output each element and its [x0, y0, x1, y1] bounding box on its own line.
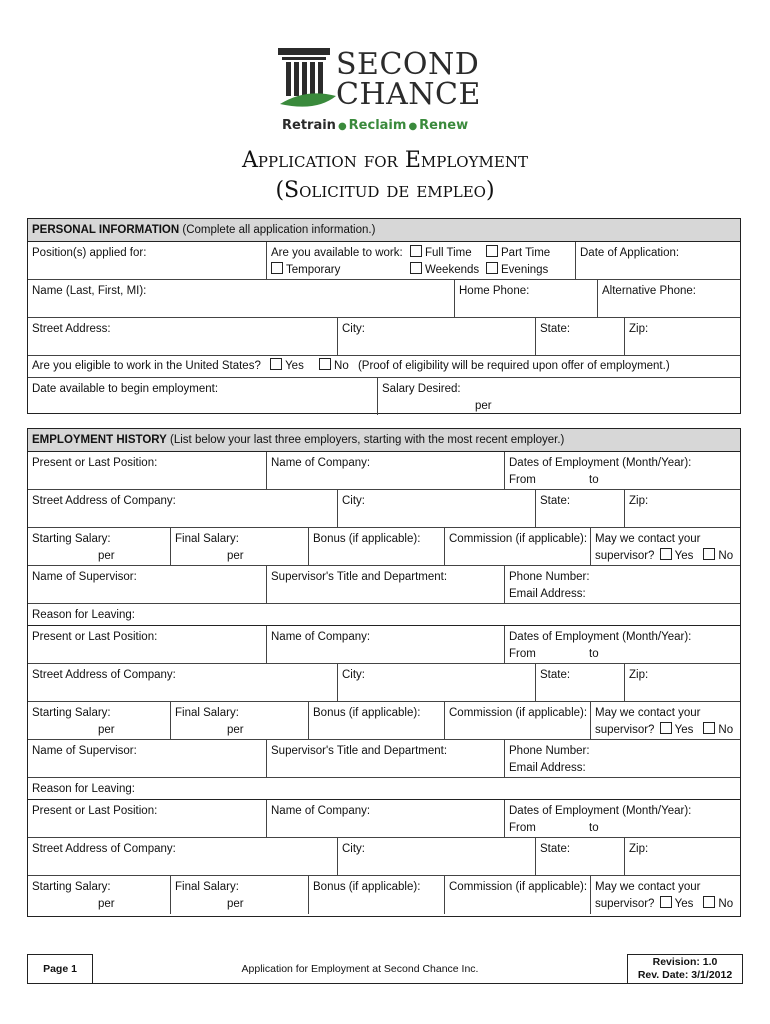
- final-salary-field[interactable]: [170, 876, 308, 914]
- company-field[interactable]: [266, 452, 504, 489]
- reason-field[interactable]: [28, 604, 742, 625]
- supervisor-label: Name of Supervisor:: [32, 745, 137, 757]
- company-label: Name of Company:: [271, 631, 371, 643]
- contact-no-checkbox[interactable]: [703, 896, 715, 908]
- company-street-label: Street Address of Company:: [32, 495, 176, 507]
- personal-heading-note: (Complete all application information.): [182, 224, 376, 236]
- company-state-label: State:: [540, 843, 571, 855]
- dates-label: Dates of Employment (Month/Year):: [509, 805, 692, 817]
- date-available-field[interactable]: [28, 378, 377, 415]
- contact-label: May we contact your: [595, 533, 701, 545]
- company-city-label: City:: [342, 495, 365, 507]
- column-leaf-icon: [276, 46, 338, 118]
- commission-field[interactable]: [444, 876, 590, 914]
- footer-title: Application for Employment at Second Chance Inc.: [93, 954, 627, 984]
- from-label: From: [509, 474, 536, 486]
- tagline-retrain: Retrain: [282, 118, 336, 133]
- company-zip-label: Zip:: [629, 843, 649, 855]
- company-street-label: Street Address of Company:: [32, 843, 176, 855]
- company-zip-field[interactable]: [624, 838, 742, 875]
- contact-no-checkbox[interactable]: [703, 548, 715, 560]
- final-salary-label: Final Salary:: [175, 881, 239, 893]
- company-street-label: Street Address of Company:: [32, 669, 176, 681]
- personal-heading-row: [28, 219, 740, 242]
- position-field[interactable]: [28, 800, 266, 837]
- second-chance-logo: [270, 40, 500, 140]
- company-zip-field[interactable]: [624, 490, 742, 527]
- supervisor-field[interactable]: [28, 740, 266, 777]
- name-field[interactable]: [28, 280, 454, 317]
- form-subtitle: (Solicitud de empleo): [275, 178, 495, 203]
- street-address-field[interactable]: [28, 318, 337, 355]
- zip-field[interactable]: [624, 318, 742, 355]
- state-label: State:: [540, 323, 571, 335]
- starting-per-label: per: [98, 724, 115, 736]
- tagline-renew: Renew: [419, 118, 469, 133]
- employment-heading-row: [28, 429, 740, 452]
- reason-label: Reason for Leaving:: [32, 783, 135, 795]
- final-salary-field[interactable]: [170, 702, 308, 739]
- to-label: to: [589, 474, 599, 486]
- contact-label: May we contact your: [595, 881, 701, 893]
- phone-email-field[interactable]: [504, 566, 742, 603]
- dates-field[interactable]: [504, 626, 742, 663]
- logo-word-chance: CHANCE: [336, 77, 481, 112]
- reason-field[interactable]: [28, 778, 742, 799]
- dates-label: Dates of Employment (Month/Year):: [509, 631, 692, 643]
- to-label: to: [589, 822, 599, 834]
- bonus-label: Bonus (if applicable):: [313, 881, 421, 893]
- page-footer: [27, 954, 743, 984]
- contact-no-label: No: [718, 550, 734, 562]
- city-label: City:: [342, 323, 365, 335]
- employer-block-3: [28, 800, 740, 914]
- evenings-checkbox[interactable]: [486, 262, 498, 274]
- company-city-field[interactable]: [337, 490, 535, 527]
- city-field[interactable]: [337, 318, 535, 355]
- full-time-checkbox[interactable]: [410, 245, 422, 257]
- bonus-field[interactable]: [308, 876, 444, 914]
- bonus-field[interactable]: [308, 702, 444, 739]
- form-title: Application for Employment: [242, 148, 528, 173]
- positions-field[interactable]: [28, 242, 266, 279]
- dates-field[interactable]: [504, 452, 742, 489]
- company-city-label: City:: [342, 843, 365, 855]
- commission-label: Commission (if applicable):: [449, 881, 588, 893]
- part-time-checkbox[interactable]: [486, 245, 498, 257]
- part-time-label: Part Time: [501, 247, 551, 259]
- company-zip-label: Zip:: [629, 495, 649, 507]
- state-field[interactable]: [535, 318, 624, 355]
- contact-no-label: No: [718, 724, 734, 736]
- availability-field: [266, 242, 575, 279]
- revision-date: Rev. Date: 3/1/2012: [637, 969, 733, 981]
- starting-salary-field[interactable]: [28, 876, 170, 914]
- logo-tagline: [282, 118, 468, 133]
- reason-label: Reason for Leaving:: [32, 609, 135, 621]
- company-state-field[interactable]: [535, 664, 624, 701]
- positions-label: Position(s) applied for:: [32, 247, 147, 259]
- starting-per-label: per: [98, 550, 115, 562]
- zip-label: Zip:: [629, 323, 649, 335]
- temporary-label: Temporary: [286, 264, 341, 276]
- supervisor-title-field[interactable]: [266, 740, 504, 777]
- contact-yes-checkbox[interactable]: [660, 548, 672, 560]
- eligibility-row: [28, 356, 740, 378]
- employment-history-section: [27, 428, 741, 917]
- eligible-yes-label: Yes: [285, 360, 304, 372]
- contact-label-2: supervisor?: [595, 898, 655, 910]
- position-label: Present or Last Position:: [32, 457, 158, 469]
- starting-per-label: per: [98, 898, 115, 910]
- revision-box: [627, 954, 743, 984]
- bullet-icon: ●: [408, 121, 418, 132]
- employer-block-1: [28, 452, 740, 626]
- tagline-reclaim: Reclaim: [348, 118, 407, 133]
- logo-word-second: SECOND: [336, 47, 480, 82]
- eligible-no-checkbox[interactable]: [319, 358, 331, 370]
- bonus-field[interactable]: [308, 528, 444, 565]
- date-available-label: Date available to begin employment:: [32, 383, 219, 395]
- evenings-label: Evenings: [501, 264, 549, 276]
- company-state-label: State:: [540, 495, 571, 507]
- position-label: Present or Last Position:: [32, 631, 158, 643]
- company-zip-label: Zip:: [629, 669, 649, 681]
- personal-information-section: [27, 218, 741, 414]
- weekends-checkbox[interactable]: [410, 262, 422, 274]
- company-field[interactable]: [266, 800, 504, 837]
- contact-yes-label: Yes: [674, 898, 694, 910]
- contact-yes-checkbox[interactable]: [660, 722, 672, 734]
- street-label: Street Address:: [32, 323, 111, 335]
- commission-field[interactable]: [444, 702, 590, 739]
- supervisor-title-label: Supervisor's Title and Department:: [271, 745, 448, 757]
- commission-label: Commission (if applicable):: [449, 533, 588, 545]
- home-phone-label: Home Phone:: [459, 285, 530, 297]
- date-of-application-field[interactable]: [575, 242, 742, 279]
- company-label: Name of Company:: [271, 457, 371, 469]
- eligible-question: Are you eligible to work in the United States?: [32, 360, 261, 372]
- starting-salary-field[interactable]: [28, 702, 170, 739]
- contact-supervisor-field: [590, 528, 742, 565]
- supervisor-title-label: Supervisor's Title and Department:: [271, 571, 448, 583]
- alt-phone-label: Alternative Phone:: [602, 285, 696, 297]
- employment-heading-note: (List below your last three employers, starting with the most recent employer.): [170, 434, 565, 446]
- personal-heading: PERSONAL INFORMATION: [32, 224, 180, 236]
- page-number: Page 1: [27, 954, 93, 984]
- supervisor-label: Name of Supervisor:: [32, 571, 137, 583]
- revision-label: Revision: 1.0: [652, 956, 718, 968]
- final-salary-label: Final Salary:: [175, 707, 239, 719]
- salary-per-label: per: [475, 400, 492, 412]
- final-per-label: per: [227, 898, 244, 910]
- temporary-checkbox[interactable]: [271, 262, 283, 274]
- salary-desired-label: Salary Desired:: [382, 383, 461, 395]
- phone-email-field[interactable]: [504, 740, 742, 777]
- contact-no-checkbox[interactable]: [703, 722, 715, 734]
- name-label: Name (Last, First, MI):: [32, 285, 147, 297]
- eligible-note: (Proof of eligibility will be required upon offer of employment.): [357, 360, 670, 372]
- contact-yes-label: Yes: [674, 724, 694, 736]
- contact-supervisor-field: [590, 876, 742, 914]
- company-street-field[interactable]: [28, 490, 337, 527]
- position-label: Present or Last Position:: [32, 805, 158, 817]
- eligible-no-label: No: [334, 360, 349, 372]
- from-label: From: [509, 822, 536, 834]
- contact-yes-checkbox[interactable]: [660, 896, 672, 908]
- email-label: Email Address:: [509, 762, 586, 774]
- company-state-field[interactable]: [535, 838, 624, 875]
- company-label: Name of Company:: [271, 805, 371, 817]
- eligible-yes-checkbox[interactable]: [270, 358, 282, 370]
- phone-label: Phone Number:: [509, 745, 590, 757]
- full-time-label: Full Time: [425, 247, 472, 259]
- availability-label: Are you available to work:: [271, 247, 403, 259]
- starting-salary-field[interactable]: [28, 528, 170, 565]
- employer-block-2: [28, 626, 740, 800]
- contact-supervisor-field: [590, 702, 742, 739]
- email-label: Email Address:: [509, 588, 586, 600]
- position-field[interactable]: [28, 626, 266, 663]
- final-salary-label: Final Salary:: [175, 533, 239, 545]
- bullet-icon: ●: [337, 121, 347, 132]
- company-state-label: State:: [540, 669, 571, 681]
- weekends-label: Weekends: [425, 264, 480, 276]
- company-street-field[interactable]: [28, 664, 337, 701]
- position-field[interactable]: [28, 452, 266, 489]
- final-per-label: per: [227, 724, 244, 736]
- company-street-field[interactable]: [28, 838, 337, 875]
- company-city-field[interactable]: [337, 664, 535, 701]
- contact-label-2: supervisor?: [595, 724, 655, 736]
- company-zip-field[interactable]: [624, 664, 742, 701]
- final-salary-field[interactable]: [170, 528, 308, 565]
- home-phone-field[interactable]: [454, 280, 597, 317]
- starting-salary-label: Starting Salary:: [32, 881, 111, 893]
- company-state-field[interactable]: [535, 490, 624, 527]
- from-label: From: [509, 648, 536, 660]
- supervisor-field[interactable]: [28, 566, 266, 603]
- company-city-field[interactable]: [337, 838, 535, 875]
- starting-salary-label: Starting Salary:: [32, 533, 111, 545]
- company-field[interactable]: [266, 626, 504, 663]
- company-city-label: City:: [342, 669, 365, 681]
- bonus-label: Bonus (if applicable):: [313, 533, 421, 545]
- starting-salary-label: Starting Salary:: [32, 707, 111, 719]
- dates-field[interactable]: [504, 800, 742, 837]
- contact-label-2: supervisor?: [595, 550, 655, 562]
- supervisor-title-field[interactable]: [266, 566, 504, 603]
- contact-yes-label: Yes: [674, 550, 694, 562]
- final-per-label: per: [227, 550, 244, 562]
- contact-label: May we contact your: [595, 707, 701, 719]
- contact-no-label: No: [718, 898, 734, 910]
- employment-heading: EMPLOYMENT HISTORY: [32, 434, 167, 446]
- dates-label: Dates of Employment (Month/Year):: [509, 457, 692, 469]
- alt-phone-field[interactable]: [597, 280, 742, 317]
- bonus-label: Bonus (if applicable):: [313, 707, 421, 719]
- commission-field[interactable]: [444, 528, 590, 565]
- to-label: to: [589, 648, 599, 660]
- salary-desired-field[interactable]: [377, 378, 742, 415]
- date-of-application-label: Date of Application:: [580, 247, 680, 259]
- commission-label: Commission (if applicable):: [449, 707, 588, 719]
- phone-label: Phone Number:: [509, 571, 590, 583]
